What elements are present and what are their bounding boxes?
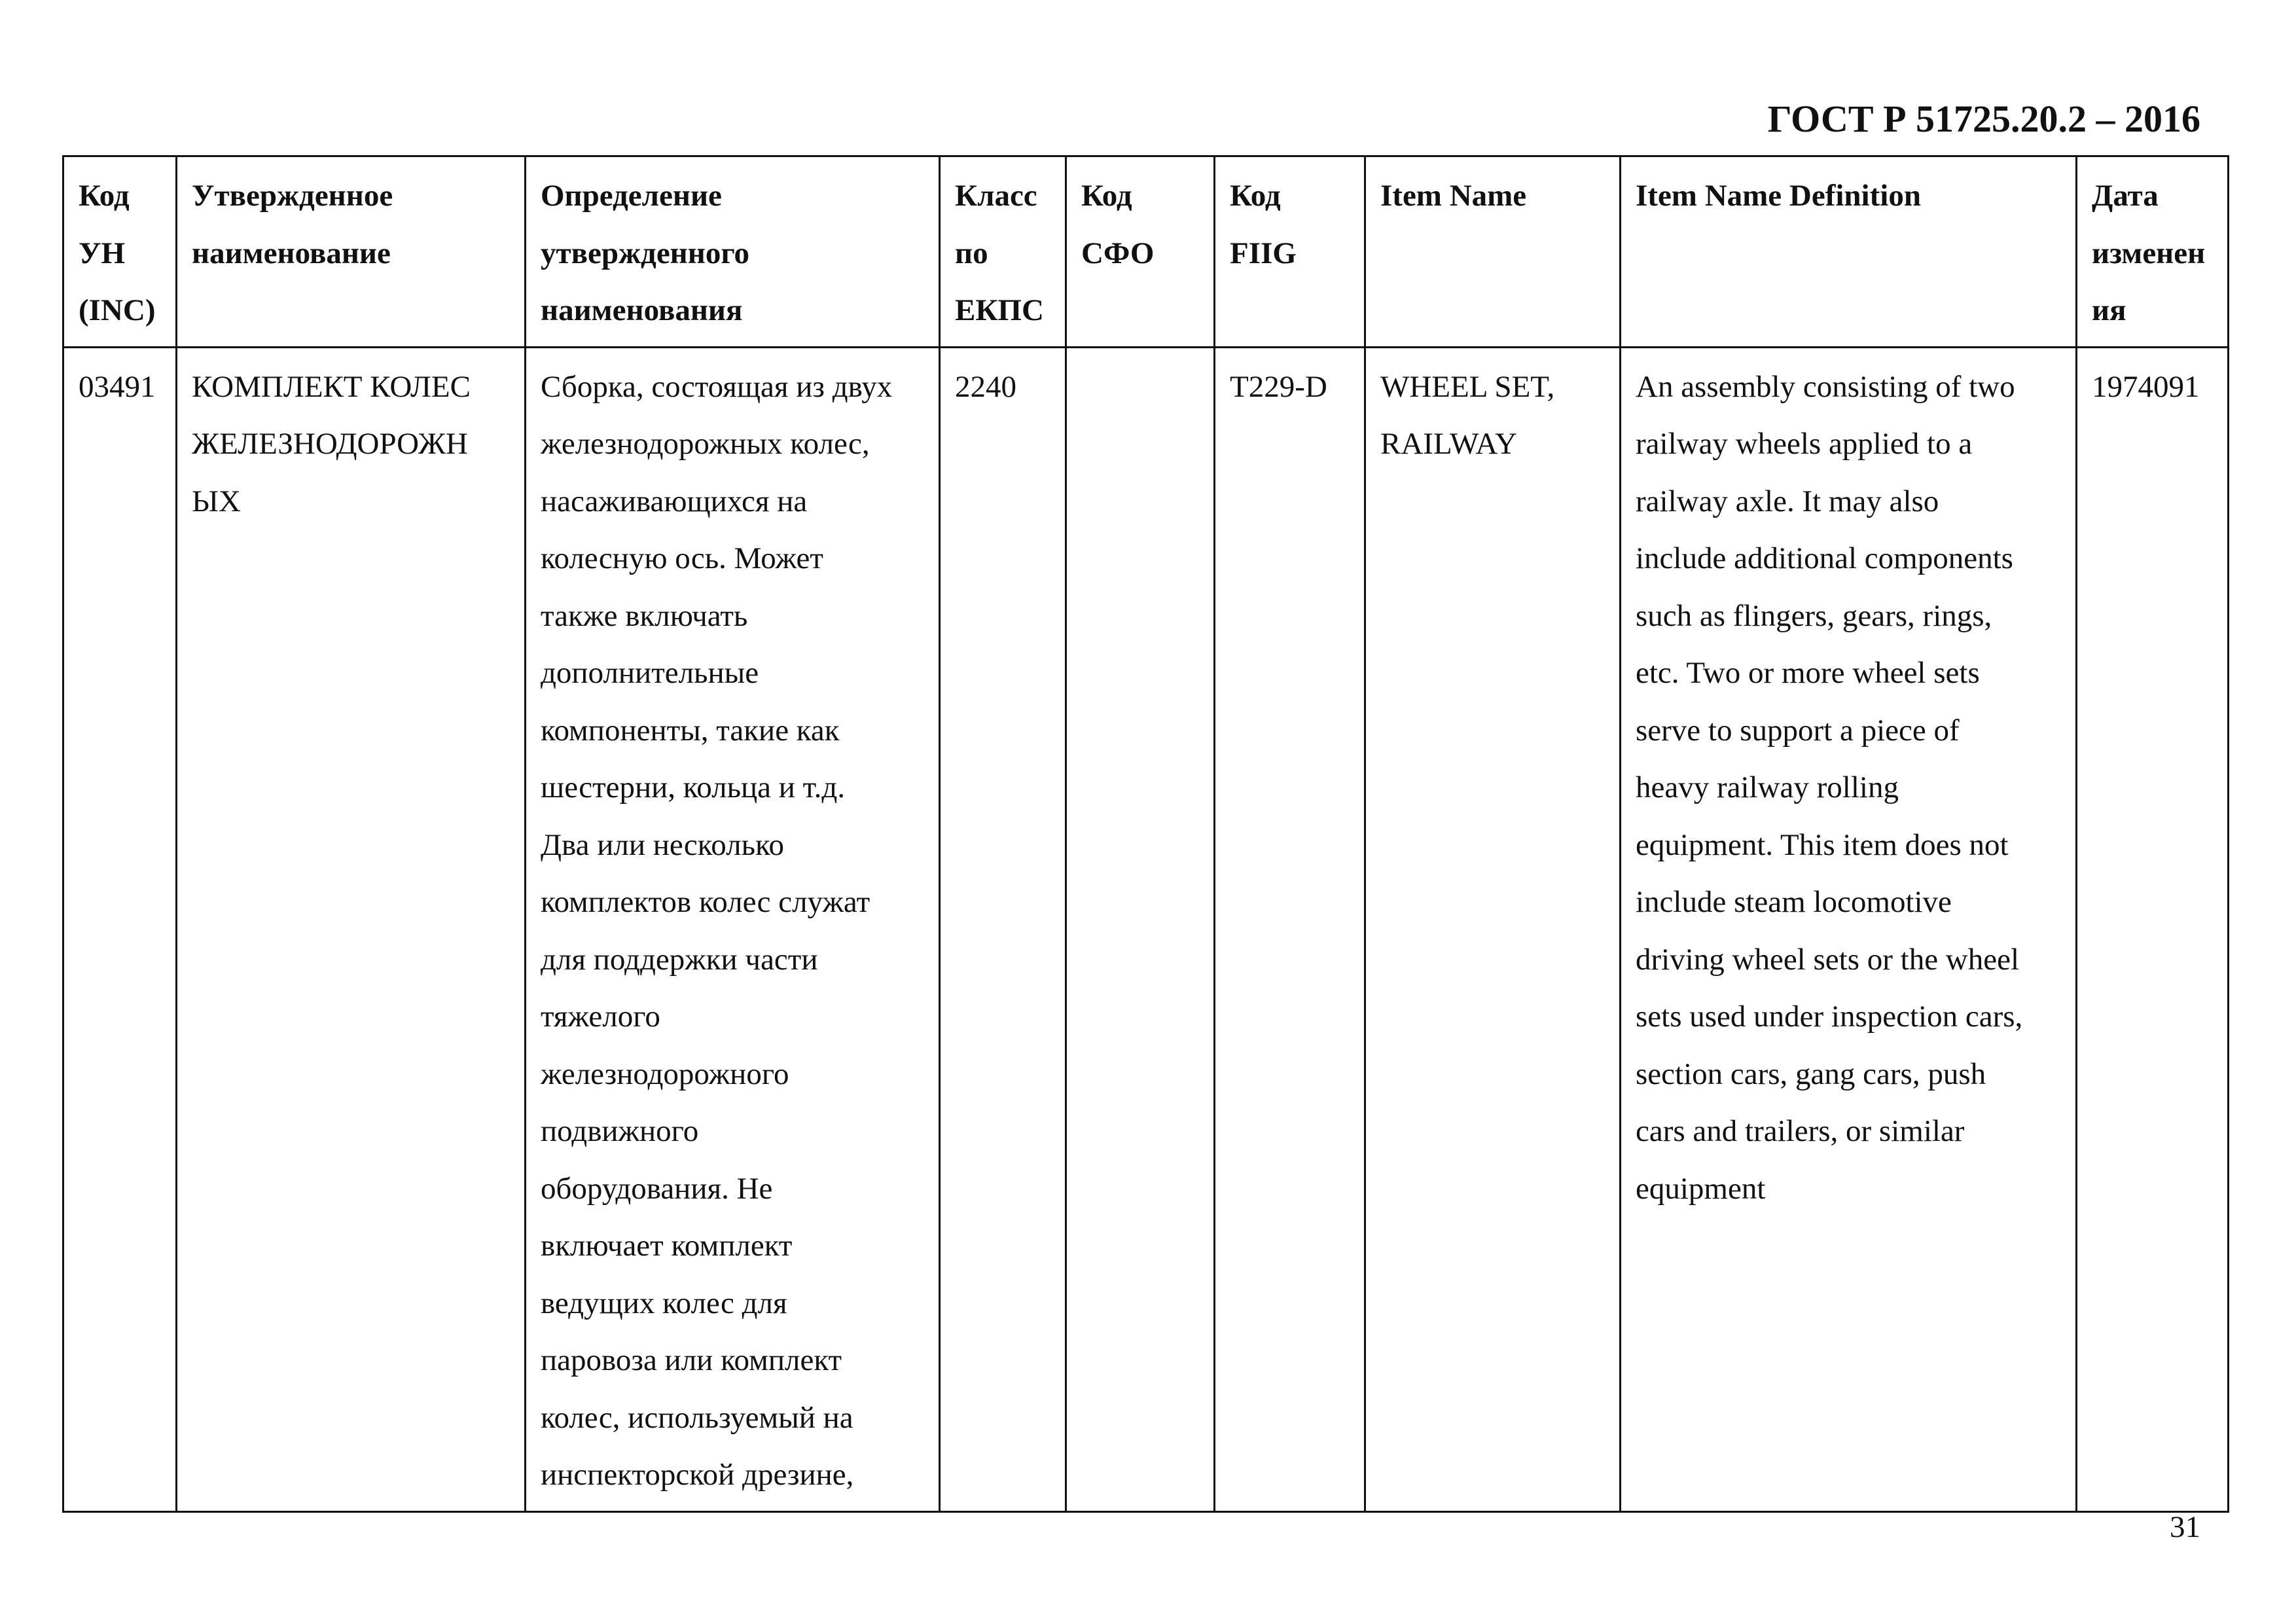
table-row bbox=[63, 347, 2229, 1511]
column-header-item-name: Item Name bbox=[1365, 156, 1621, 348]
column-header-definition: Определение утвержденного наименования bbox=[526, 156, 940, 348]
column-header-item-name-definition: Item Name Definition bbox=[1621, 156, 2077, 348]
column-header-approved-name: Утвержденное наименование bbox=[177, 156, 526, 348]
cell-ekps-class: 2240 bbox=[940, 347, 1066, 1511]
column-header-sfo-code: Код СФО bbox=[1066, 156, 1215, 348]
item-name-table bbox=[62, 155, 2229, 1513]
cell-sfo-code bbox=[1066, 347, 1215, 1511]
cell-definition: Сборка, состоящая из двух железнодорожных колес, насаживающихся на колесную ось. Может также включать дополнительные компоненты, такие как шестерни, кольца и т.д. Два или несколько комплектов колес служат для поддержки части тяжелого железнодорожного подвижного оборудования. Не включает комплект ведущих колес для паровоза или комплект колес, используемый на инспекторской дрезине, bbox=[526, 347, 940, 1511]
column-header-fiig-code: Код FIIG bbox=[1215, 156, 1365, 348]
table-header-row bbox=[63, 156, 2229, 348]
column-header-inc: Код УН (INC) bbox=[63, 156, 177, 348]
cell-change-date: 1974091 bbox=[2077, 347, 2229, 1511]
cell-item-name-definition: An assembly consisting of two railway wheels applied to a railway axle. It may also include additional components such as flingers, gears, rings, etc. Two or more wheel sets serve to support a piece of heavy railway rolling equipment. This item does not include steam locomotive driving wheel sets or the wheel sets used under inspection cars, section cars, gang cars, push cars and trailers, or similar equipment bbox=[1621, 347, 2077, 1511]
column-header-change-date: Дата изменен ия bbox=[2077, 156, 2229, 348]
cell-approved-name: КОМПЛЕКТ КОЛЕС ЖЕЛЕЗНОДОРОЖН ЫХ bbox=[177, 347, 526, 1511]
cell-fiig-code: T229-D bbox=[1215, 347, 1365, 1511]
cell-inc: 03491 bbox=[63, 347, 177, 1511]
cell-item-name: WHEEL SET, RAILWAY bbox=[1365, 347, 1621, 1511]
document-code: ГОСТ Р 51725.20.2 – 2016 bbox=[1767, 98, 2200, 140]
page-number: 31 bbox=[2170, 1510, 2200, 1544]
column-header-ekps-class: Класс по ЕКПС bbox=[940, 156, 1066, 348]
